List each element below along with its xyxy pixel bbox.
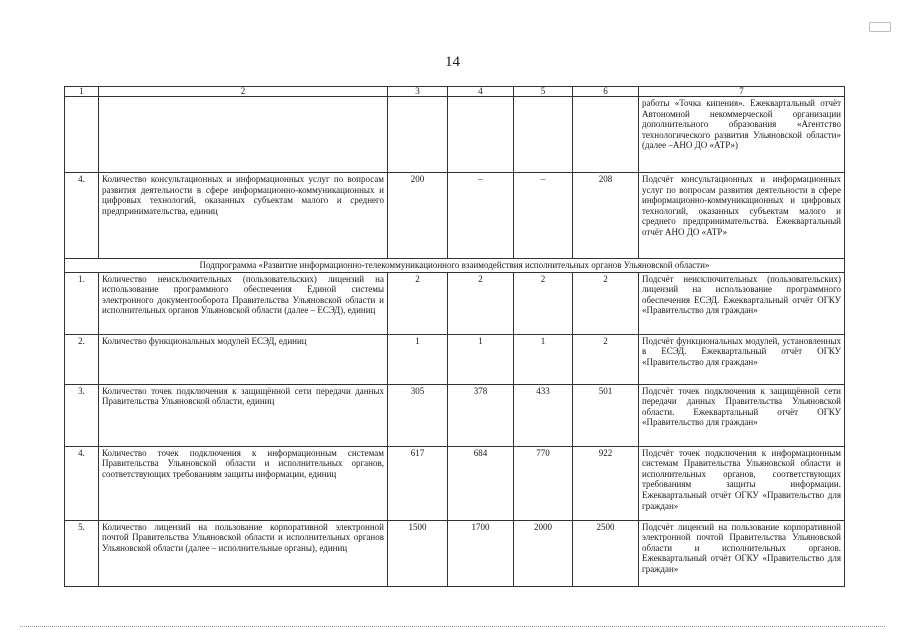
value-col-5: 1	[514, 334, 573, 384]
header-cell-3: 3	[388, 87, 448, 97]
subprogram-row	[65, 259, 845, 273]
indicator-name: Количество функциональных модулей ЕСЭД, единиц	[99, 334, 388, 384]
value-col-5: –	[514, 173, 573, 259]
table-row	[65, 272, 845, 334]
calculation-method: Подсчёт лицензий на пользование корпоративной электронной почтой Правительства Ульяновской области и исполнительных органов. Ежеквартальный отчёт ОГКУ «Правительство для граждан»	[639, 520, 845, 586]
header-cell-5: 5	[514, 87, 573, 97]
scan-artifact	[869, 22, 891, 32]
table-row-continuation	[65, 97, 845, 173]
value-col-6: 922	[573, 446, 639, 520]
calculation-method: Подсчёт точек подключения к защищённой сети передачи данных Правительства Ульяновской области. Ежеквартальный отчёт ОГКУ «Правительство для граждан»	[639, 384, 845, 446]
row-number: 4.	[65, 446, 99, 520]
value-col-3: 617	[388, 446, 448, 520]
row-number: 4.	[65, 173, 99, 259]
indicator-name: Количество точек подключения к информационным системам Правительства Ульяновской области и исполнительных органов, соответствующих требованиям защиты информации, единиц	[99, 446, 388, 520]
value-col-5: 433	[514, 384, 573, 446]
indicator-name: Количество лицензий на пользование корпоративной электронной почтой Правительства Ульяновской области и исполнительных органов Ульяновской области (далее – исполнительные органы), единиц	[99, 520, 388, 586]
value-col-3: 305	[388, 384, 448, 446]
indicators-table	[64, 86, 845, 587]
scan-edge-artifact	[20, 626, 885, 629]
calculation-method: Подсчёт неисключительных (пользовательских) лицензий на использование программного обеспечения ЕСЭД. Ежеквартальный отчёт ОГКУ «Правительство для граждан»	[639, 272, 845, 334]
header-cell-6: 6	[573, 87, 639, 97]
row-number: 2.	[65, 334, 99, 384]
calculation-method: работы «Точка кипения». Ежеквартальный отчёт Автономной некоммерческой организации дополнительного образования «Агентство технологического развития Ульяновской области» (далее –АНО ДО «АТР»)	[639, 97, 845, 173]
value-col-4: 378	[448, 384, 514, 446]
calculation-method: Подсчёт точек подключения к информационным системам Правительства Ульяновской области и исполнительных органов, соответствующих требованиям защиты информации. Ежеквартальный отчёт ОГКУ «Правительство для граждан»	[639, 446, 845, 520]
value-col-6: 208	[573, 173, 639, 259]
table-row	[65, 334, 845, 384]
row-number: 3.	[65, 384, 99, 446]
calculation-method: Подсчёт консультационных и информационных услуг по вопросам развития деятельности в сфере информационно-коммуникационных и цифровых технологий, оказанных субъектам малого и среднего предпринимательства. Ежеквартальный отчёт АНО ДО «АТР»	[639, 173, 845, 259]
value-col-3	[388, 97, 448, 173]
table-row	[65, 384, 845, 446]
indicator-name	[99, 97, 388, 173]
value-col-6: 2	[573, 334, 639, 384]
value-col-3: 2	[388, 272, 448, 334]
header-cell-7: 7	[639, 87, 845, 97]
table-row	[65, 446, 845, 520]
calculation-method: Подсчёт функциональных модулей, установленных в ЕСЭД. Ежеквартальный отчёт ОГКУ «Правительство для граждан»	[639, 334, 845, 384]
value-col-5: 2000	[514, 520, 573, 586]
value-col-3: 1500	[388, 520, 448, 586]
value-col-4: 684	[448, 446, 514, 520]
value-col-6	[573, 97, 639, 173]
value-col-5	[514, 97, 573, 173]
value-col-4: 1	[448, 334, 514, 384]
indicator-name: Количество точек подключения к защищённой сети передачи данных Правительства Ульяновской области, единиц	[99, 384, 388, 446]
indicator-name: Количество консультационных и информационных услуг по вопросам развития деятельности в сфере информационно-коммуникационных и цифровых технологий, оказанных субъектам малого и среднего предпринимательства, единиц	[99, 173, 388, 259]
value-col-4	[448, 97, 514, 173]
value-col-4: 2	[448, 272, 514, 334]
value-col-6: 2500	[573, 520, 639, 586]
value-col-5: 770	[514, 446, 573, 520]
header-cell-4: 4	[448, 87, 514, 97]
header-cell-2: 2	[99, 87, 388, 97]
value-col-5: 2	[514, 272, 573, 334]
value-col-6: 2	[573, 272, 639, 334]
value-col-3: 1	[388, 334, 448, 384]
header-cell-1: 1	[65, 87, 99, 97]
value-col-6: 501	[573, 384, 639, 446]
table-header-row	[65, 87, 845, 97]
row-number: 5.	[65, 520, 99, 586]
indicator-name: Количество неисключительных (пользовательских) лицензий на использование программного обеспечения Единой системы электронного документооборота Правительства Ульяновской области и исполнительных органов Ульяновской области (далее – ЕСЭД), единиц	[99, 272, 388, 334]
value-col-4: –	[448, 173, 514, 259]
table-row	[65, 520, 845, 586]
row-number	[65, 97, 99, 173]
subprogram-title: Подпрограмма «Развитие информационно-телекоммуникационного взаимодействия исполнительных органов Ульяновской области»	[65, 259, 845, 273]
value-col-4: 1700	[448, 520, 514, 586]
value-col-3: 200	[388, 173, 448, 259]
page-number: 14	[445, 54, 460, 70]
table-row	[65, 173, 845, 259]
row-number: 1.	[65, 272, 99, 334]
